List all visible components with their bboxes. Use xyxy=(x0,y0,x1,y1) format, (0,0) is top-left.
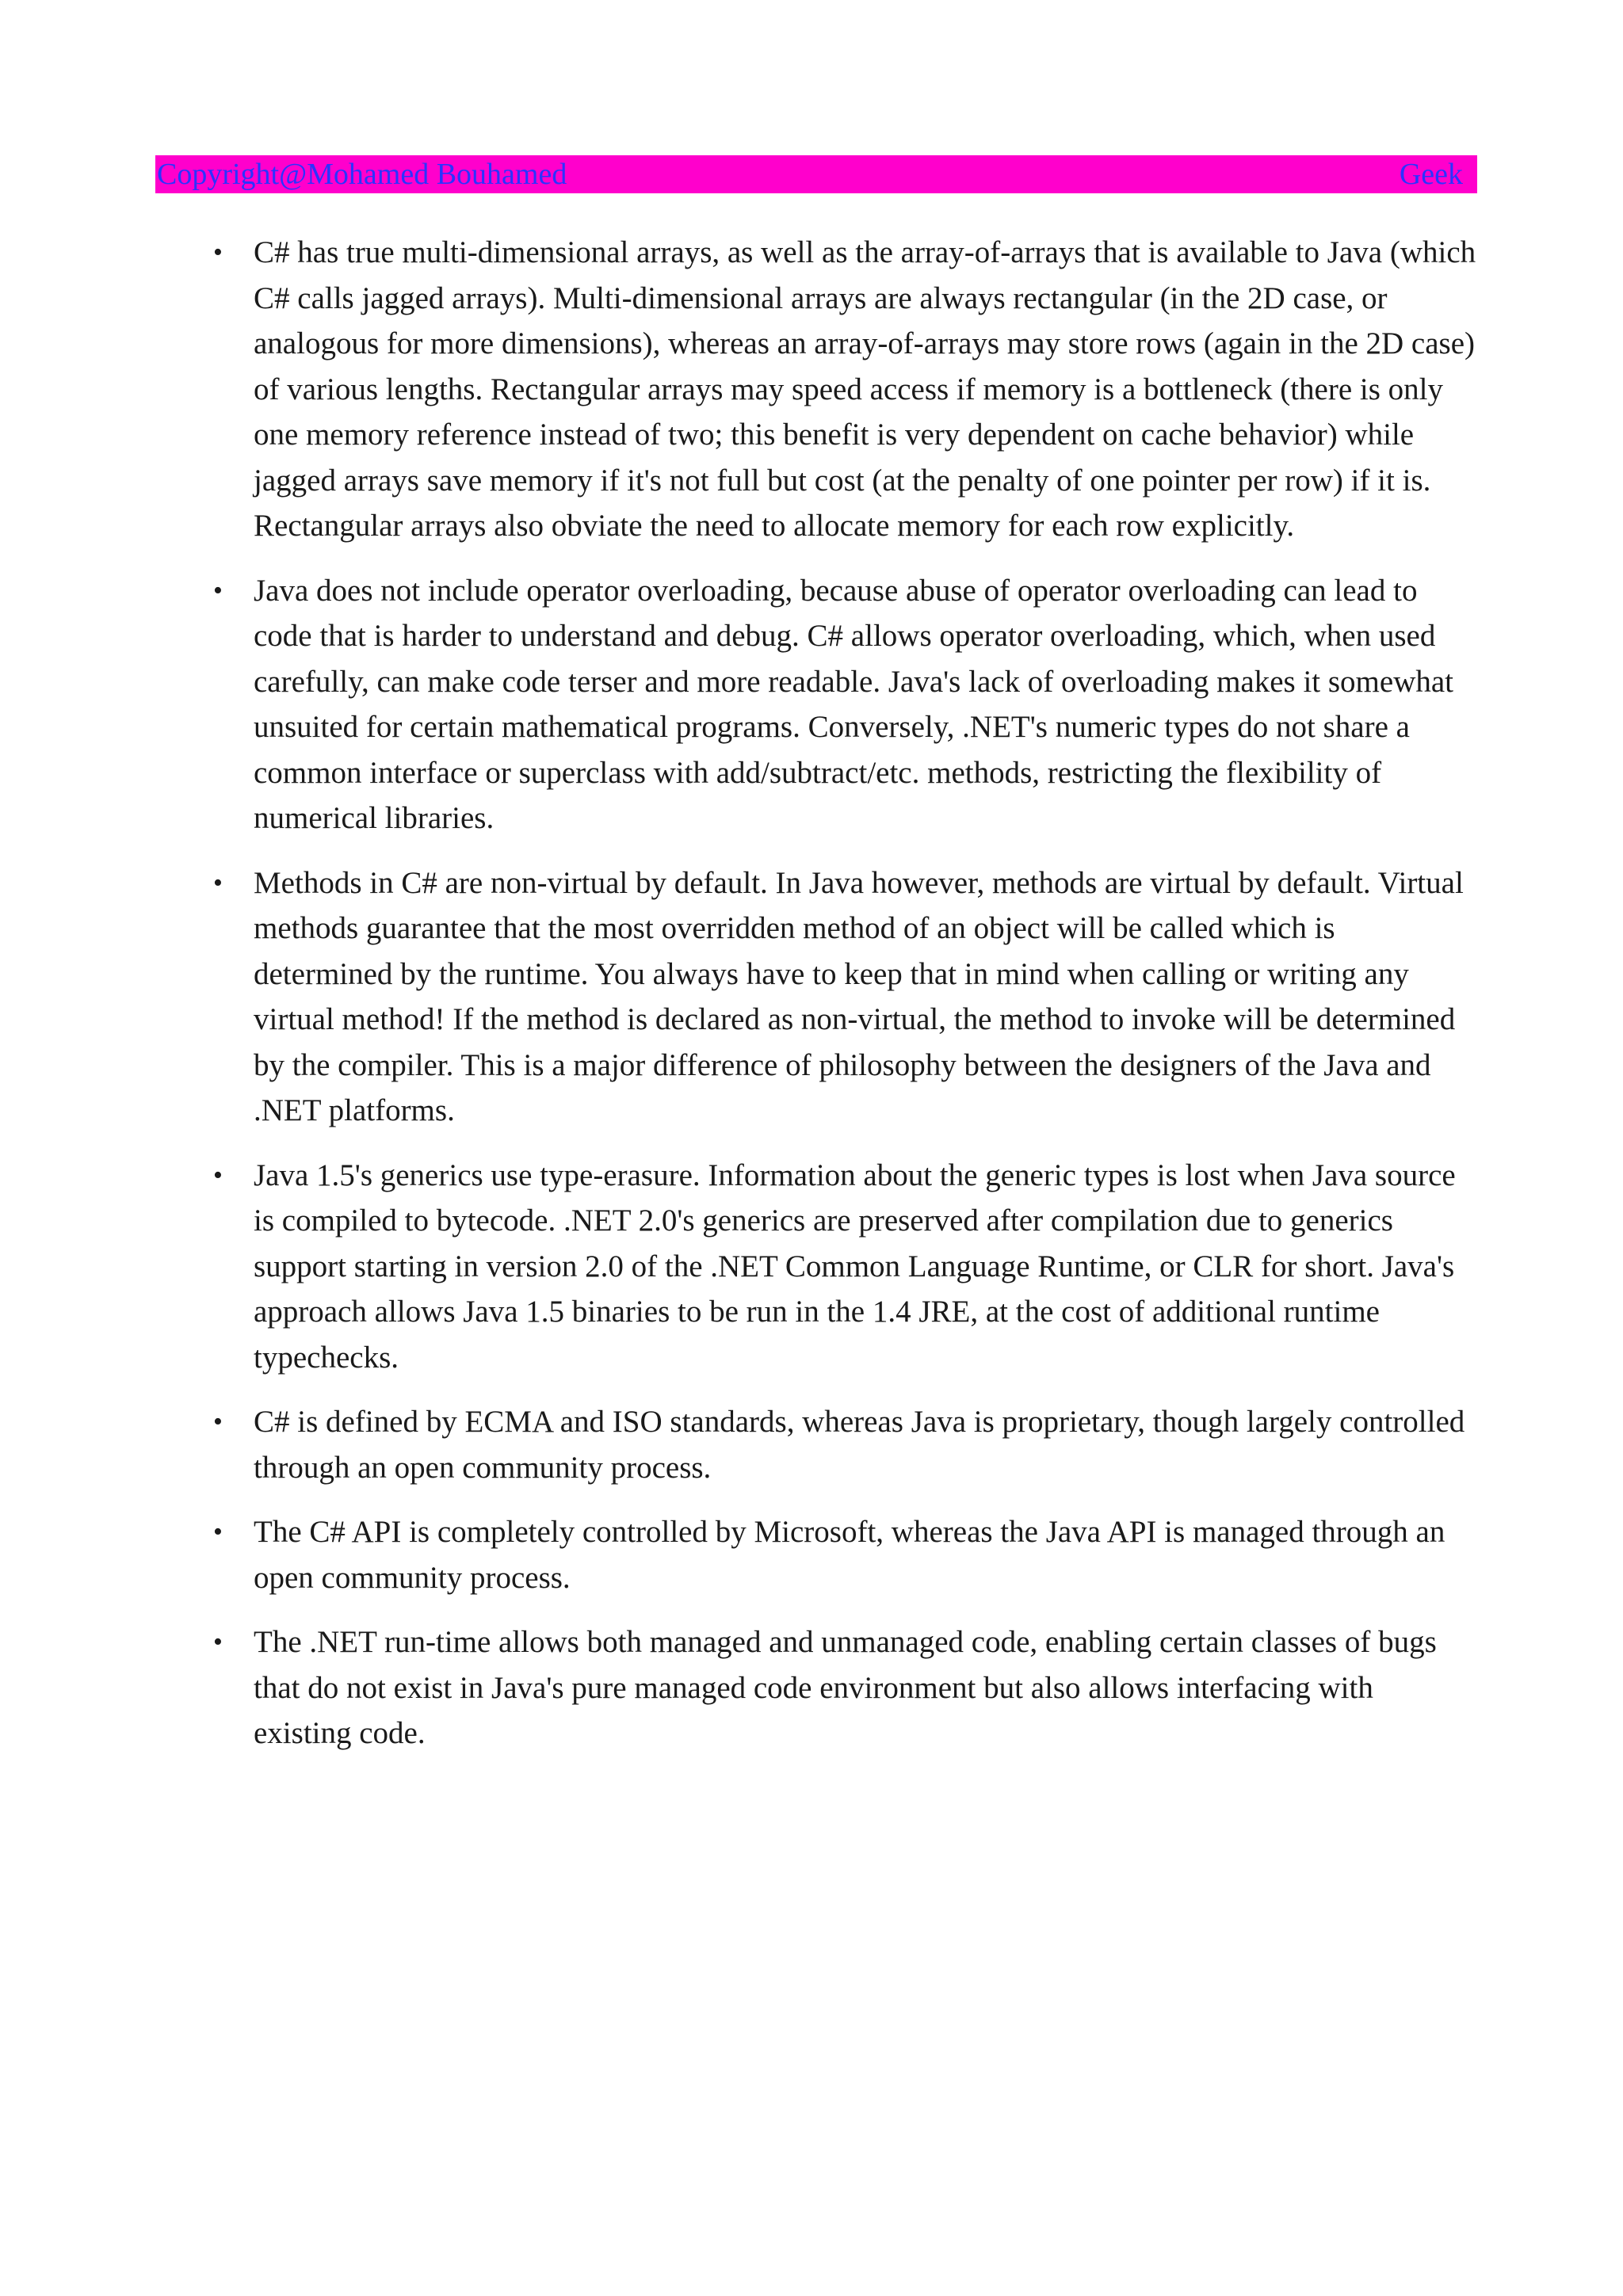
page-header xyxy=(155,155,1477,193)
bullet-marker: • xyxy=(213,1517,223,1547)
list-item-text: Methods in C# are non-virtual by default. In Java however, methods are virtual by default. Virtual methods guarantee that the most overridden method of an object will be called which is determined by the runtime. You always have to keep that in mind when calling or writing any virtual method! If the method is declared as non-virtual, the method to invoke will be determined by the compiler. This is a major difference of philosophy between the designers of the Java and .NET platforms. xyxy=(254,865,1464,1127)
list-item xyxy=(155,1399,1477,1490)
list-item xyxy=(155,1619,1477,1756)
document-body xyxy=(155,230,1477,1775)
list-item xyxy=(155,568,1477,841)
bullet-marker: • xyxy=(213,1407,223,1436)
list-item-text: C# is defined by ECMA and ISO standards, whereas Java is proprietary, though largely controlled through an open community process. xyxy=(254,1405,1465,1485)
bullet-marker: • xyxy=(213,238,223,267)
list-item-text: The .NET run-time allows both managed and unmanaged code, enabling certain classes of bugs that do not exist in Java's pure managed code environment but also allows interfacing with existing code. xyxy=(254,1625,1437,1750)
bullet-list xyxy=(155,230,1477,1756)
header-copyright: Copyright@Mohamed Bouhamed xyxy=(157,158,567,191)
list-item xyxy=(155,860,1477,1134)
list-item xyxy=(155,1509,1477,1600)
list-item xyxy=(155,1153,1477,1381)
list-item-text: C# has true multi-dimensional arrays, as well as the array-of-arrays that is available to Java (which C# calls jagged arrays). Multi-dimensional arrays are always rectangular (in the 2D case, or analogous for more dimensions), whereas an array-of-arrays may store rows (again in the 2D case) of various lengths. Rectangular arrays may speed access if memory is a bottleneck (there is only one memory reference instead of two; this benefit is very dependent on cache behavior) while jagged arrays save memory if it's not full but cost (at the penalty of one pointer per row) if it is. Rectangular arrays also obviate the need to allocate memory for each row explicitly. xyxy=(254,235,1476,543)
header-tag: Geek xyxy=(1399,158,1463,191)
bullet-marker: • xyxy=(213,1627,223,1657)
list-item-text: Java does not include operator overloading, because abuse of operator overloading can lead to code that is harder to understand and debug. C# allows operator overloading, which, when used carefully, can make code terser and more readable. Java's lack of overloading makes it somewhat unsuited for certain mathematical programs. Conversely, .NET's numeric types do not share a common interface or superclass with add/subtract/etc. methods, restricting the flexibility of numerical libraries. xyxy=(254,573,1454,835)
bullet-marker: • xyxy=(213,575,223,605)
bullet-marker: • xyxy=(213,1160,223,1190)
list-item xyxy=(155,230,1477,549)
list-item-text: The C# API is completely controlled by Microsoft, whereas the Java API is managed through an open community process. xyxy=(254,1515,1445,1595)
bullet-marker: • xyxy=(213,868,223,898)
list-item-text: Java 1.5's generics use type-erasure. Information about the generic types is lost when Java source is compiled to bytecode. .NET 2.0's generics are preserved after compilation due to generics support starting in version 2.0 of the .NET Common Language Runtime, or CLR for short. Java's approach allows Java 1.5 binaries to be run in the 1.4 JRE, at the cost of additional runtime typechecks. xyxy=(254,1158,1456,1375)
